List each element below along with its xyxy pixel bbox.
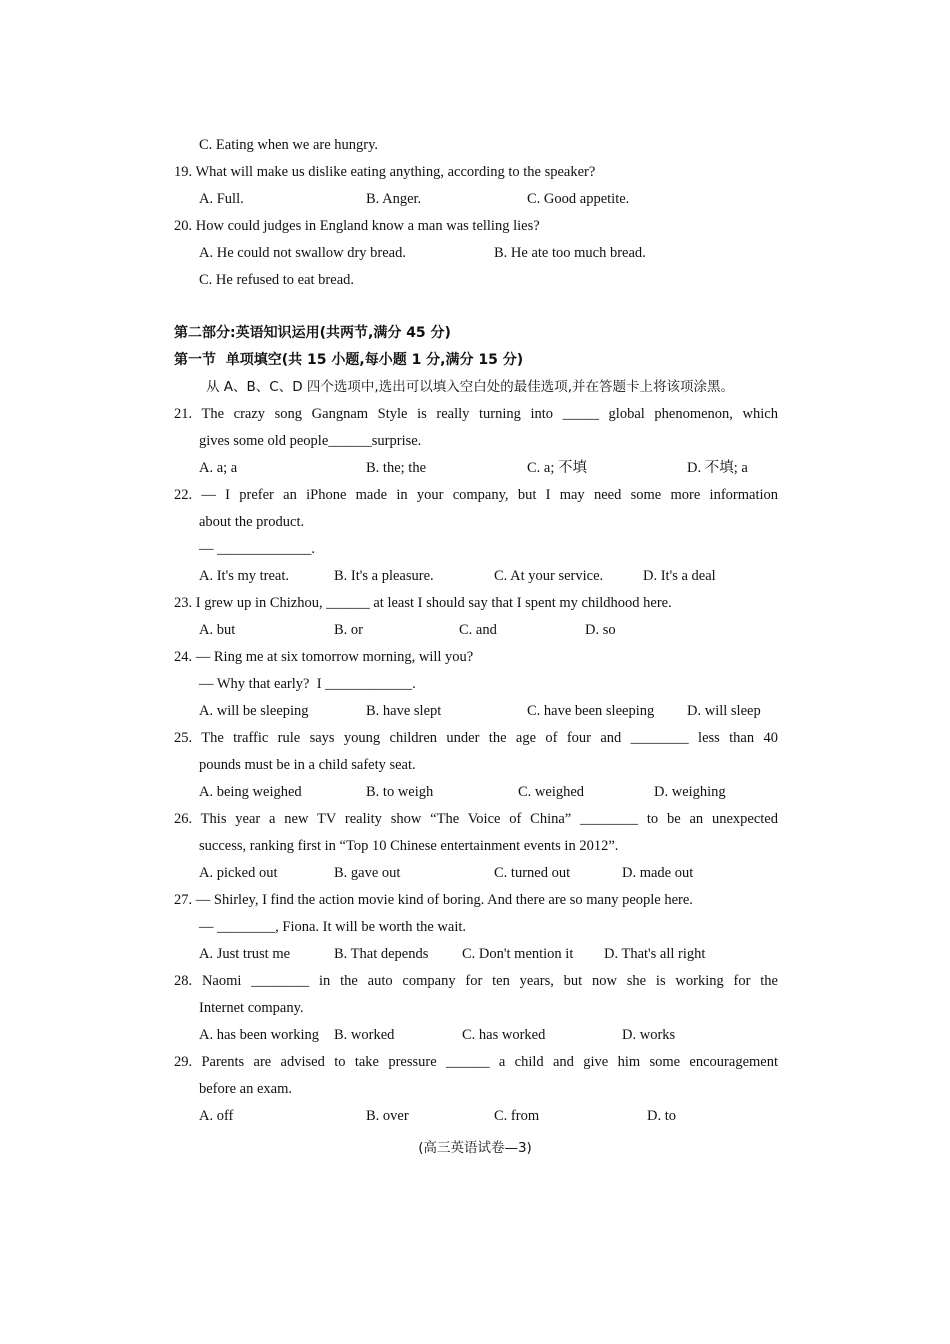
q25-stem: 25. The traffic rule says young children under the age of four and ________ less than 40 <box>174 730 778 746</box>
q19-stem: 19. What will make us dislike eating anything, according to the speaker? <box>174 164 596 180</box>
q22-stem: 22. — I prefer an iPhone made in your company, but I may need some more information <box>174 487 778 503</box>
q29-stem: 29. Parents are advised to take pressure ______ a child and give him some encouragement <box>174 1054 778 1070</box>
q19-option-b: B. Anger. <box>366 191 422 207</box>
q21-option-c: C. a; 不填 <box>527 460 588 476</box>
q25-option-d: D. weighing <box>654 784 726 800</box>
q20-option-b: B. He ate too much bread. <box>494 245 646 261</box>
q28-option-c: C. has worked <box>462 1027 546 1043</box>
q27-stem: 27. — Shirley, I find the action movie kind of boring. And there are so many people here. <box>174 892 693 908</box>
q26-option-a: A. picked out <box>199 865 278 881</box>
q23-option-d: D. so <box>585 622 616 638</box>
q23-option-a: A. but <box>199 622 236 638</box>
q22-stem-cont: about the product. <box>199 514 305 530</box>
page-footer: (高三英语试卷—3) <box>418 1140 532 1156</box>
q23-stem: 23. I grew up in Chizhou, ______ at least I should say that I spent my childhood here. <box>174 595 672 611</box>
q27-option-d: D. That's all right <box>604 946 706 962</box>
section-instructions: 从 A、B、C、D 四个选项中,选出可以填入空白处的最佳选项,并在答题卡上将该项涂黑。 <box>206 379 734 395</box>
q28-stem: 28. Naomi ________ in the auto company for ten years, but now she is working for the <box>174 973 778 989</box>
q24-option-d: D. will sleep <box>687 703 761 719</box>
q27-option-a: A. Just trust me <box>199 946 291 962</box>
q25-option-c: C. weighed <box>518 784 585 800</box>
q21-stem-cont: gives some old people______surprise. <box>199 433 422 449</box>
q22-response-blank: — _____________. <box>199 541 315 557</box>
q21-option-b: B. the; the <box>366 460 427 476</box>
q21-option-a: A. a; a <box>199 460 238 476</box>
q29-stem-cont: before an exam. <box>199 1081 292 1097</box>
q23-option-c: C. and <box>459 622 497 638</box>
q24-option-a: A. will be sleeping <box>199 703 309 719</box>
section-2-title: 第二部分:英语知识运用(共两节,满分 45 分) <box>174 325 451 341</box>
q19-option-a: A. Full. <box>199 191 244 207</box>
q20-option-c: C. He refused to eat bread. <box>199 272 355 288</box>
q28-option-b: B. worked <box>334 1027 395 1043</box>
q27-response: — ________, Fiona. It will be worth the wait. <box>199 919 467 935</box>
q28-option-a: A. has been working <box>199 1027 320 1043</box>
q22-option-d: D. It's a deal <box>643 568 716 584</box>
q29-option-b: B. over <box>366 1108 409 1124</box>
q21-stem: 21. The crazy song Gangnam Style is really turning into _____ global phenomenon, which <box>174 406 778 422</box>
q19-option-c: C. Good appetite. <box>527 191 630 207</box>
q28-stem-cont: Internet company. <box>199 1000 304 1016</box>
q22-option-b: B. It's a pleasure. <box>334 568 434 584</box>
q26-option-c: C. turned out <box>494 865 571 881</box>
q24-stem: 24. — Ring me at six tomorrow morning, will you? <box>174 649 474 665</box>
q28-option-d: D. works <box>622 1027 676 1043</box>
q23-option-b: B. or <box>334 622 363 638</box>
q24-option-b: B. have slept <box>366 703 442 719</box>
q21-option-d: D. 不填; a <box>687 460 748 476</box>
q20-option-a: A. He could not swallow dry bread. <box>199 245 406 261</box>
q25-stem-cont: pounds must be in a child safety seat. <box>199 757 416 773</box>
q25-option-a: A. being weighed <box>199 784 302 800</box>
q24-response: — Why that early? I ____________. <box>199 676 416 692</box>
q27-option-b: B. That depends <box>334 946 429 962</box>
q22-option-a: A. It's my treat. <box>199 568 289 584</box>
q27-option-c: C. Don't mention it <box>462 946 574 962</box>
section-1-title: 第一节 单项填空(共 15 小题,每小题 1 分,满分 15 分) <box>174 352 524 368</box>
q26-stem-cont: success, ranking first in “Top 10 Chinese entertainment events in 2012”. <box>199 838 619 854</box>
q29-option-c: C. from <box>494 1108 540 1124</box>
q25-option-b: B. to weigh <box>366 784 434 800</box>
q26-option-b: B. gave out <box>334 865 401 881</box>
q26-stem: 26. This year a new TV reality show “The Voice of China” ________ to be an unexpected <box>174 811 778 827</box>
q20-stem: 20. How could judges in England know a man was telling lies? <box>174 218 540 234</box>
q22-option-c: C. At your service. <box>494 568 604 584</box>
q18-option-c: C. Eating when we are hungry. <box>199 137 379 153</box>
q29-option-d: D. to <box>647 1108 676 1124</box>
q24-option-c: C. have been sleeping <box>527 703 655 719</box>
q26-option-d: D. made out <box>622 865 694 881</box>
q29-option-a: A. off <box>199 1108 234 1124</box>
